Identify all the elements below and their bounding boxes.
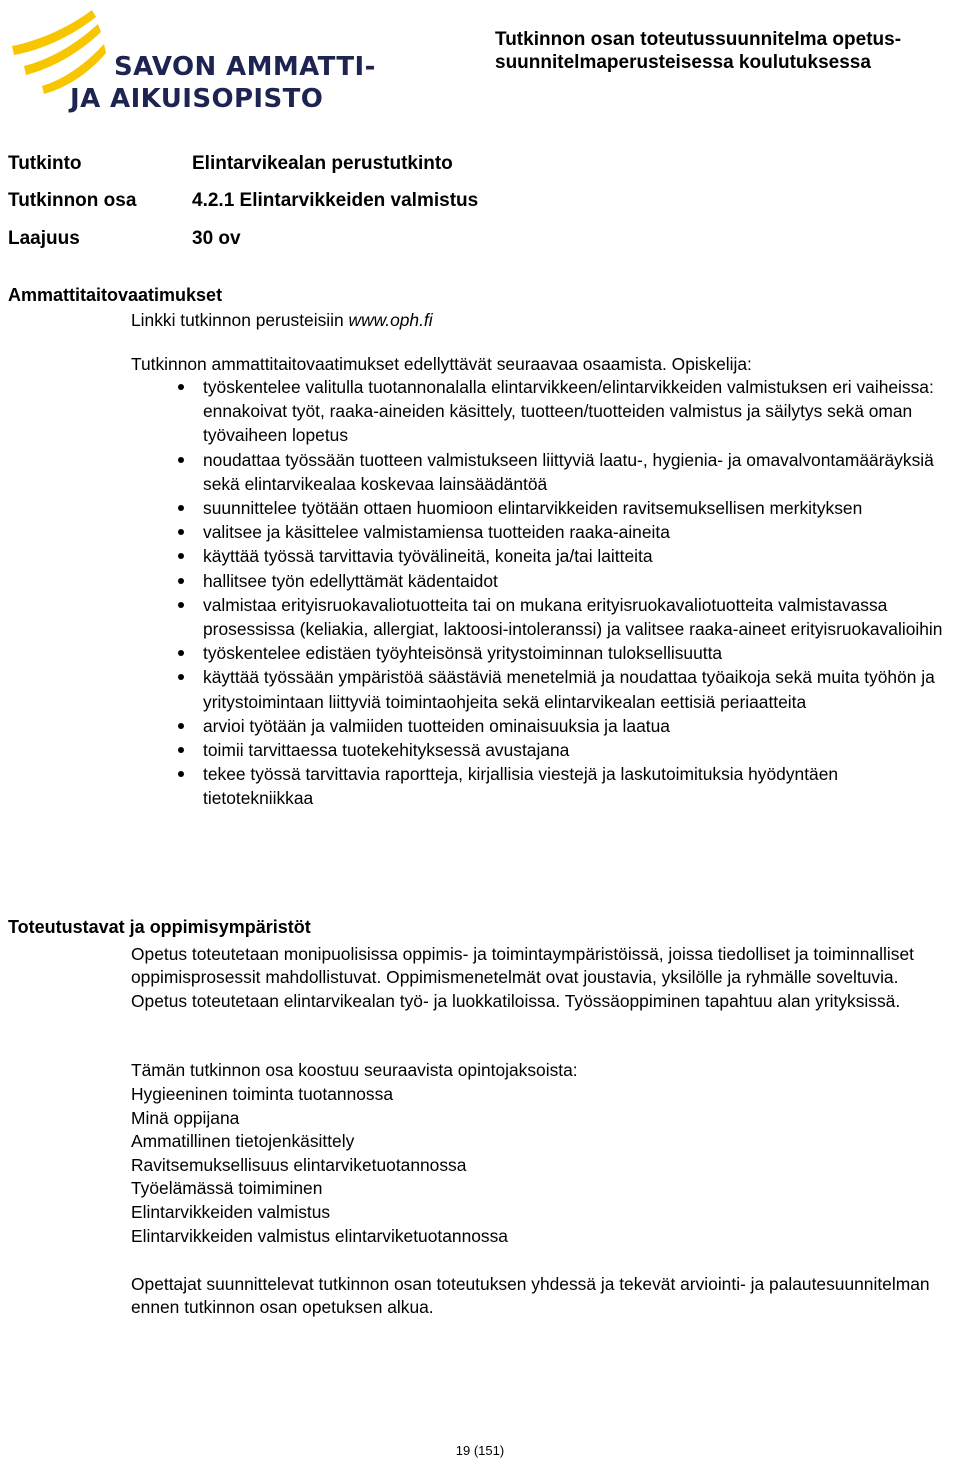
- laajuus-label: Laajuus: [8, 228, 80, 249]
- course-item: Hygieeninen toiminta tuotannossa: [131, 1084, 393, 1104]
- implementation-heading: Toteutustavat ja oppimisympäristöt: [8, 917, 311, 937]
- requirement-item: hallitsee työn edellyttämät kädentaidot: [131, 569, 953, 593]
- oph-link[interactable]: www.oph.fi: [348, 310, 433, 330]
- osa-label: Tutkinnon osa: [8, 190, 137, 211]
- osa-value: 4.2.1 Elintarvikkeiden valmistus: [192, 190, 479, 211]
- requirements-list: [131, 375, 953, 811]
- logo-text-line1: SAVON AMMATTI-: [114, 52, 376, 82]
- requirement-item: noudattaa työssään tuotteen valmistukseen liittyviä laatu-, hygienia- ja omavalvontamääräyksiä sekä elintarvikealaa koskevaa lainsäädäntöä: [131, 448, 953, 496]
- link-line: [131, 309, 433, 332]
- course-item: Työelämässä toimiminen: [131, 1178, 323, 1199]
- tutkinto-value: Elintarvikealan perustutkinto: [192, 153, 453, 174]
- requirement-item: tekee työssä tarvittavia raportteja, kirjallisia viestejä ja laskutoimituksia hyödyntäen tietotekniikkaa: [131, 762, 953, 810]
- logo-text-line2: JA AIKUISOPISTO: [70, 84, 324, 114]
- document-title: Tutkinnon osan toteutussuunnitelma opetus-suunnitelmaperusteisessa koulutuksessa: [495, 29, 902, 73]
- requirement-item: valmistaa erityisruokavaliotuotteita tai on mukana erityisruokavaliotuotteita valmistavassa prosessissa (keliakia, allergiat, laktoosi-intoleranssi) ja valitsee raaka-aineet erityisruokavalioihin: [131, 593, 953, 641]
- course-item: Minä oppijana: [131, 1107, 240, 1128]
- requirement-item: käyttää työssään ympäristöä säästäviä menetelmiä ja noudattaa työaikoja sekä muita työhön ja yritystoimintaan liittyviä toimintaohjeita sekä elintarvikealan eettisiä periaatteita: [131, 665, 953, 713]
- course-item: Elintarvikkeiden valmistus: [131, 1201, 331, 1222]
- requirement-item: työskentelee valitulla tuotannonalalla elintarvikkeen/elintarvikkeiden valmistuksen eri vaiheissa: ennakoivat työt, raaka-aineiden käsittely, tuotteen/tuotteiden valmistus ja säilytys sekä oman työvaiheen lopetus: [131, 375, 953, 448]
- closing-paragraph: Opettajat suunnittelevat tutkinnon osan toteutuksen yhdessä ja tekevät arviointi- ja palautesuunnitelman ennen tutkinnon osan opetuksen alkua.: [131, 1274, 930, 1318]
- requirement-item: suunnittelee työtään ottaen huomioon elintarvikkeiden ravitsemuksellisen merkityksen: [131, 496, 953, 520]
- course-item: Ammatillinen tietojenkäsittely: [131, 1131, 355, 1152]
- tutkinto-label: Tutkinto: [8, 153, 82, 174]
- requirements-heading: Ammattitaitovaatimukset: [8, 285, 223, 305]
- requirement-item: valitsee ja käsittelee valmistamiensa tuotteiden raaka-aineita: [131, 520, 953, 544]
- requirement-item: käyttää työssä tarvittavia työvälineitä, koneita ja/tai laitteita: [131, 544, 953, 568]
- course-item: Elintarvikkeiden valmistus elintarviketuotannossa: [131, 1225, 508, 1246]
- courses-intro: Tämän tutkinnon osa koostuu seuraavista opintojaksoista:: [131, 1060, 578, 1080]
- savon-logo: [8, 8, 376, 114]
- implementation-paragraph: Opetus toteutetaan monipuolisissa oppimis- ja toimintaympäristöissä, joissa tiedolliset ja toiminnalliset oppimisprosessit mahdollistuvat. Oppimismenetelmät ovat joustavia, yksilölle ja ryhmälle soveltuvia. Opetus toteutetaan elintarvikealan työ- ja luokkatiloissa. Työssäoppiminen tapahtuu alan yrityksissä.: [131, 944, 914, 1011]
- requirements-intro: Tutkinnon ammattitaitovaatimukset edellyttävät seuraavaa osaamista. Opiskelija:: [131, 354, 752, 374]
- course-item: Ravitsemuksellisuus elintarviketuotannossa: [131, 1154, 467, 1175]
- requirement-item: toimii tarvittaessa tuotekehityksessä avustajana: [131, 738, 953, 762]
- course-list: [131, 1083, 508, 1248]
- link-prefix: Linkki tutkinnon perusteisiin: [131, 310, 349, 330]
- requirement-item: arvioi työtään ja valmiiden tuotteiden ominaisuuksia ja laatua: [131, 714, 953, 738]
- laajuus-value: 30 ov: [192, 228, 241, 249]
- requirement-item: työskentelee edistäen työyhteisönsä yritystoiminnan tuloksellisuutta: [131, 641, 953, 665]
- page-number: 19 (151): [455, 1443, 505, 1458]
